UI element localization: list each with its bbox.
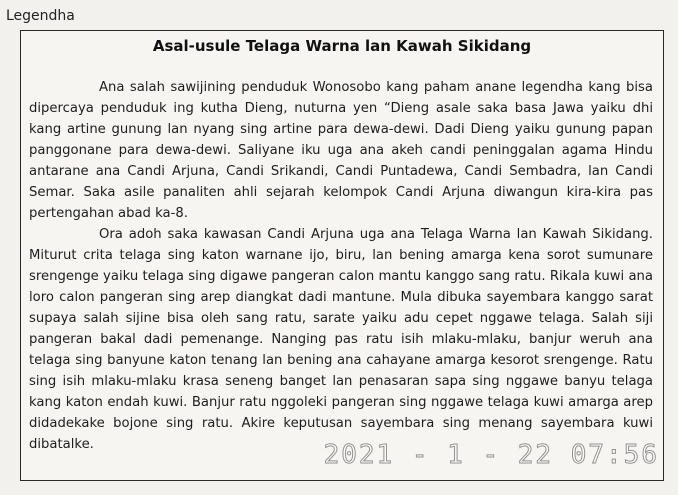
reading-text-box (20, 30, 664, 481)
paragraph-2: Ora adoh saka kawasan Candi Arjuna uga ana Telaga Warna lan Kawah Sikidang. Miturut crita telaga sing katon warnane ijo, biru, lan bening amarga kena sorot sumunare srengenge yaiku telaga sing digawe pangeran calon mantu kanggo sang ratu. Rikala kuwi ana loro calon pangeran sing arep diangkat dadi mantune. Mula dibuka sayembara kanggo sarat supaya salah sijine bisa oleh sang ratu, sarate yaiku adu cepet nggawe telaga. Salah siji pangeran bakal dadi pemenange. Nanging pas ratu isih mlaku-mlaku, banjur weruh ana telaga sing banyune katon tenang lan bening ana cahayane amarga kesorot srengenge. Ratu sing isih mlaku-mlaku krasa seneng banget lan penasaran sapa sing nggawe banyu telaga kang katon endah kuwi. Banjur ratu nggoleki pangeran sing nggawe telaga kuwi amarga arep didadekake bojone sing ratu. Akire keputusan sayembara sing menang sayembara kuwi dibatalke. (29, 227, 653, 452)
section-label: Legendha (6, 8, 75, 24)
story-title: Asal-usule Telaga Warna lan Kawah Sikidang (152, 37, 532, 55)
story-body (29, 77, 653, 455)
paragraph-1: Ana salah sawijining penduduk Wonosobo kang paham anane legendha kang bisa dipercaya penduduk ing kutha Dieng, nuturna yen “Dieng asale saka basa Jawa yaiku dhi kang artine gunung lan nyang sing artine para dewa-dewi. Dadi Dieng yaiku gunung papan panggonane para dewa-dewi. Saliyane iku uga ana akeh candi peninggalan agama Hindu antarane ana Candi Arjuna, Candi Srikandi, Candi Puntadewa, Candi Sembadra, lan Candi Semar. Saka asile panaliten ahli sejarah kelompok Candi Arjuna diwangun kira-kira pas pertengahan abad ka-8. (29, 80, 653, 221)
date-stamp: 2021 - 1 - 22 07:56 (323, 440, 659, 470)
